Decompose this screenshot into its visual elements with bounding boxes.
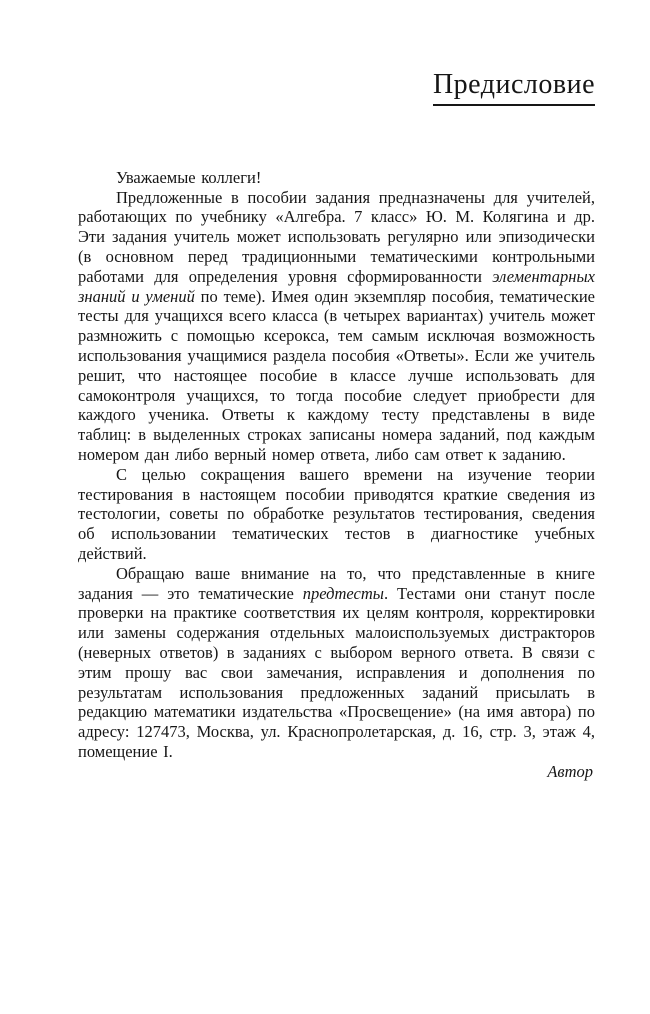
- paragraph-text: по теме). Имея один экземпляр пособия, тематические тесты для учащихся всего класса (в четырех вариантах) учитель может размножить с помощью ксерокса, тем самым исключая возможность использования учащимися раздела пособия «Ответы». Если же учитель решит, что настоящее пособие в классе лучше использовать для самоконтроля учащихся, то тогда пособие следует приобрести для каждого ученика. Ответы к каждому тесту представлены в виде таблиц: в выделенных строках записаны номера заданий, под каждым номером дан либо верный номер ответа, либо сам ответ к заданию.: [78, 286, 595, 464]
- paragraph-text: Обращаю ваше внимание на то, что представленные в книге задания — это тематические: [78, 563, 595, 603]
- paragraph-text: Предложенные в пособии задания предназначены для учителей, работающих по учебнику «Алгебра. 7 класс» Ю. М. Колягина и др. Эти задания учитель может использовать регулярно или эпизодически (в основном перед традиционными тематическими контрольными работами для определения уровня сформированности: [78, 187, 595, 286]
- title-row: [78, 70, 595, 106]
- pretests-paragraph: [78, 564, 595, 762]
- page-title: Предисловие: [433, 70, 595, 106]
- paragraph-text: Уважаемые коллеги!: [116, 167, 262, 187]
- intro-paragraph: [78, 188, 595, 465]
- theory-paragraph: [78, 465, 595, 564]
- paragraph-text: С целью сокращения вашего времени на изучение теории тестирования в настоящем пособии приводятся краткие сведения из тестологии, советы по обработке результатов тестирования, сведения об использовании тематических тестов в диагностике учебных действий.: [78, 464, 595, 563]
- greeting-paragraph: [78, 168, 595, 188]
- paragraph-text: . Тестами они станут после проверки на практике соответствия их целям контроля, корректировки или замены содержания отдельных малоиспользуемых дистракторов (неверных ответов) в заданиях с выбором верного ответа. В связи с этим прошу вас свои замечания, исправления и дополнения по результатам использования предложенных заданий присылать в редакцию математики издательства «Просвещение» (на имя автора) по адресу: 127473, Москва, ул. Краснопролетарская, д. 16, стр. 3, этаж 4, помещение I.: [78, 583, 595, 761]
- italic-term: предтесты: [302, 583, 384, 603]
- page-body: [78, 168, 595, 782]
- italic-term: элементарных знаний и умений: [78, 266, 595, 306]
- author-signature: Автор: [547, 761, 593, 781]
